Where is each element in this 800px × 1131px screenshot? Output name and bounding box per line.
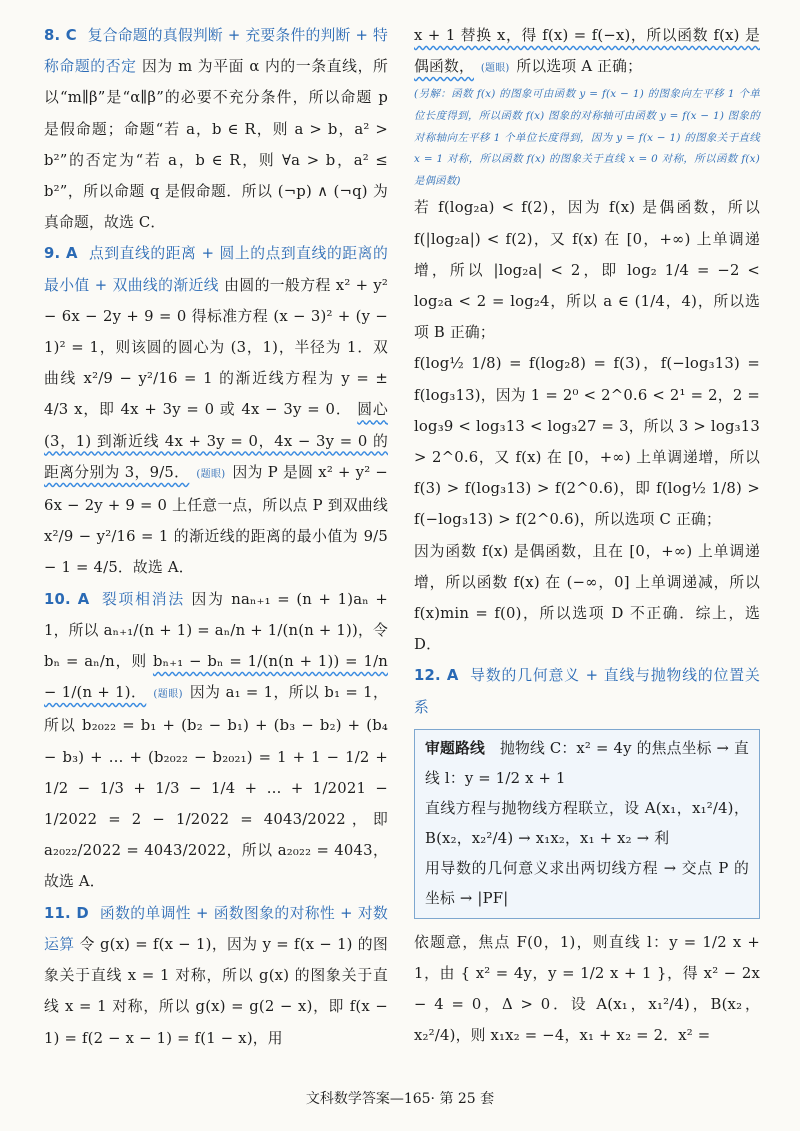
answer-11-option-c: f(log½ 1/8) = f(log₂8) = f(3)，f(−log₃13) = f(log₃13)，因为 1 = 2⁰ < 2^0.6 < 2¹ = 2，2 = log₃9 < log₃13 < log₃27 = 3，所以 3 > log₃13 > 2^0.6，又 f(x) 在 [0，+∞) 上单调递增，所以 f(3) > f(log₃13) > f(2^0.6)，即 f(log½ 1/8) > f(−log₃13) > f(2^0.6)，所以选项 C 正确； xyxy=(414,355,760,529)
answer-12-number: 12. A xyxy=(414,667,459,685)
reasoning-route-line-1 xyxy=(425,734,749,794)
answer-9 xyxy=(44,238,388,583)
answer-10-tags: 裂项相消法 xyxy=(101,590,185,608)
answer-10-text-1: 因为 naₙ₊₁ = (n + 1)aₙ + 1，所以 aₙ₊₁/(n + 1) = aₙ/n + 1/(n(n + 1))，令 bₙ = aₙ/n，则 xyxy=(44,590,388,671)
answer-11-key-label: (题眼) xyxy=(480,63,510,75)
answer-10-key-label: (题眼) xyxy=(153,689,183,701)
answer-11-number: 11. D xyxy=(44,904,89,922)
right-column xyxy=(414,20,760,1052)
answer-9-number: 9. A xyxy=(44,245,78,263)
answer-8-number: 8. C xyxy=(44,27,77,44)
reasoning-route-step-1: 抛物线 C：x² = 4y 的焦点坐标 → 直线 l：y = 1/2 x + 1 xyxy=(425,739,749,787)
answer-12-text: 依题意，焦点 F(0，1)，则直线 l：y = 1/2 x + 1，由 { x² = 4y，y = 1/2 x + 1 }，得 x² − 2x − 4 = 0，Δ > 0．设 A(x₁，x₁²/4)，B(x₂，x₂²/4)，则 x₁x₂ = −4，x₁ + x₂ = 2．x² = xyxy=(414,933,760,1045)
answer-11-alternative-solution: (另解：函数 f(x) 的图象可由函数 y = f(x − 1) 的图象向左平移 1 个单位长度得到，所以函数 f(x) 图象的对称轴可由函数 y = f(x − 1) 图象的对称轴向左平移 1 个单位长度得到，因为 y = f(x − 1) 的图象关于直线 x = 1 对称，所以函数 f(x) 的图象关于直线 x = 0 对称，所以函数 f(x) 是偶函数) xyxy=(414,88,760,187)
reasoning-route-title: 审题路线 xyxy=(425,739,486,757)
left-column xyxy=(44,20,388,1054)
answer-12-heading xyxy=(414,660,760,722)
answer-10-text-3: 因为 a₁ = 1，所以 b₁ = 1，所以 b₂₀₂₂ = b₁ + (b₂ − b₁) + (b₃ − b₂) + (b₄ − b₃) + … + (b₂₀₂₂ − b₂₀₂₁) = 1 + 1 − 1/2 + 1/2 − 1/3 + 1/3 − 1/4 + … + 1/2021 − 1/2022 = 2 − 1/2022 = 4043/2022，即 a₂₀₂₂/2022 = 4043/2022，所以 a₂₀₂₂ = 4043，故选 A． xyxy=(44,684,388,891)
answer-11-option-b: 若 f(log₂a) < f(2)，因为 f(x) 是偶函数，所以 f(|log₂a|) < f(2)，又 f(x) 在 [0，+∞) 上单调递增，所以 |log₂a| < 2，即 log₂ 1/4 = −2 < log₂a < 2 = log₂4，所以 a ∈ (1/4，4)，所以选项 B 正确； xyxy=(414,199,760,342)
answer-12-tags: 导数的几何意义 + 直线与抛物线的位置关系 xyxy=(414,667,760,716)
answer-9-key-step: 圆心 (3，1) 到渐近线 4x + 3y = 0，4x − 3y = 0 的距离分别为 3，9/5． xyxy=(44,401,388,481)
answer-10-number: 10. A xyxy=(44,590,90,608)
answer-8-text: 因为 m 为平面 α 内的一条直线，所以“m∥β”是“α∥β”的必要不充分条件，所以命题 p 是假命题；命题“若 a，b ∈ R，则 a > b，a² > b²”的否定为“若 a，b ∈ R，则 ∀a > b，a² ≤ b²”，所以命题 q 是假命题．所以 (¬p) ∧ (¬q) 为真命题，故选 C． xyxy=(44,58,388,232)
reasoning-route-step-3: 用导数的几何意义求出两切线方程 → 交点 P 的坐标 → |PF| xyxy=(425,859,749,907)
answer-9-text-1: 由圆的一般方程 x² + y² − 6x − 2y + 9 = 0 得标准方程 (x − 3)² + (y − 1)² = 1，则该圆的圆心为 (3，1)，半径为 1．双曲线 x²/9 − y²/16 = 1 的渐近线方程为 y = ± 4/3 x，即 4x + 3y = 0 或 4x − 3y = 0． xyxy=(44,276,389,419)
reasoning-route-step-2: 直线方程与抛物线方程联立，设 A(x₁，x₁²/4)，B(x₂，x₂²/4) → x₁x₂，x₁ + x₂ → 利 xyxy=(425,799,749,847)
answer-8-tags: 复合命题的真假判断 + 充要条件的判断 + 特称命题的否定 xyxy=(44,27,389,76)
answer-11-even-function: x + 1 替换 x，得 f(x) = f(−x)，所以函数 f(x) 是偶函数， xyxy=(414,27,760,76)
reasoning-route-box xyxy=(414,729,760,919)
answer-11-text: 令 g(x) = f(x − 1)，因为 y = f(x − 1) 的图象关于直线 x = 1 对称，所以 g(x) 的图象关于直线 x = 1 对称，所以 g(x) = g(2 − x)，即 f(x − 1) = f(2 − x − 1) = f(1 − x)，用 xyxy=(44,935,389,1047)
answer-10 xyxy=(44,584,388,898)
answer-11-tags: 函数的单调性 + 函数图象的对称性 + 对数运算 xyxy=(44,904,389,953)
answer-10-key-step: bₙ₊₁ − bₙ = 1/(n(n + 1)) = 1/n − 1/(n + 1)． xyxy=(44,653,388,702)
answer-9-tags: 点到直线的距离 + 圆上的点到直线的距离的最小值 + 双曲线的渐近线 xyxy=(44,245,389,294)
answer-9-text-3: 因为 P 是圆 x² + y² − 6x − 2y + 9 = 0 上任意一点，所以点 P 到双曲线 x²/9 − y²/16 = 1 的渐近线的距离的最小值为 9/5 − 1 = 4/5．故选 A． xyxy=(44,463,388,577)
answer-9-key-label: (题眼) xyxy=(196,468,226,480)
page-footer: 文科数学答案—165· 第 25 套 xyxy=(305,1091,495,1107)
answer-11-option-d: 因为函数 f(x) 是偶函数，且在 [0，+∞) 上单调递增，所以函数 f(x) 在 (−∞，0] 上单调递减，所以 f(x)min = f(0)，所以选项 D 不正确．综上，选 D． xyxy=(414,542,760,654)
answer-11-option-a: 所以选项 A 正确； xyxy=(516,58,643,76)
answer-11-continued xyxy=(414,20,760,84)
answer-11 xyxy=(44,898,388,1054)
answer-8 xyxy=(44,20,388,238)
